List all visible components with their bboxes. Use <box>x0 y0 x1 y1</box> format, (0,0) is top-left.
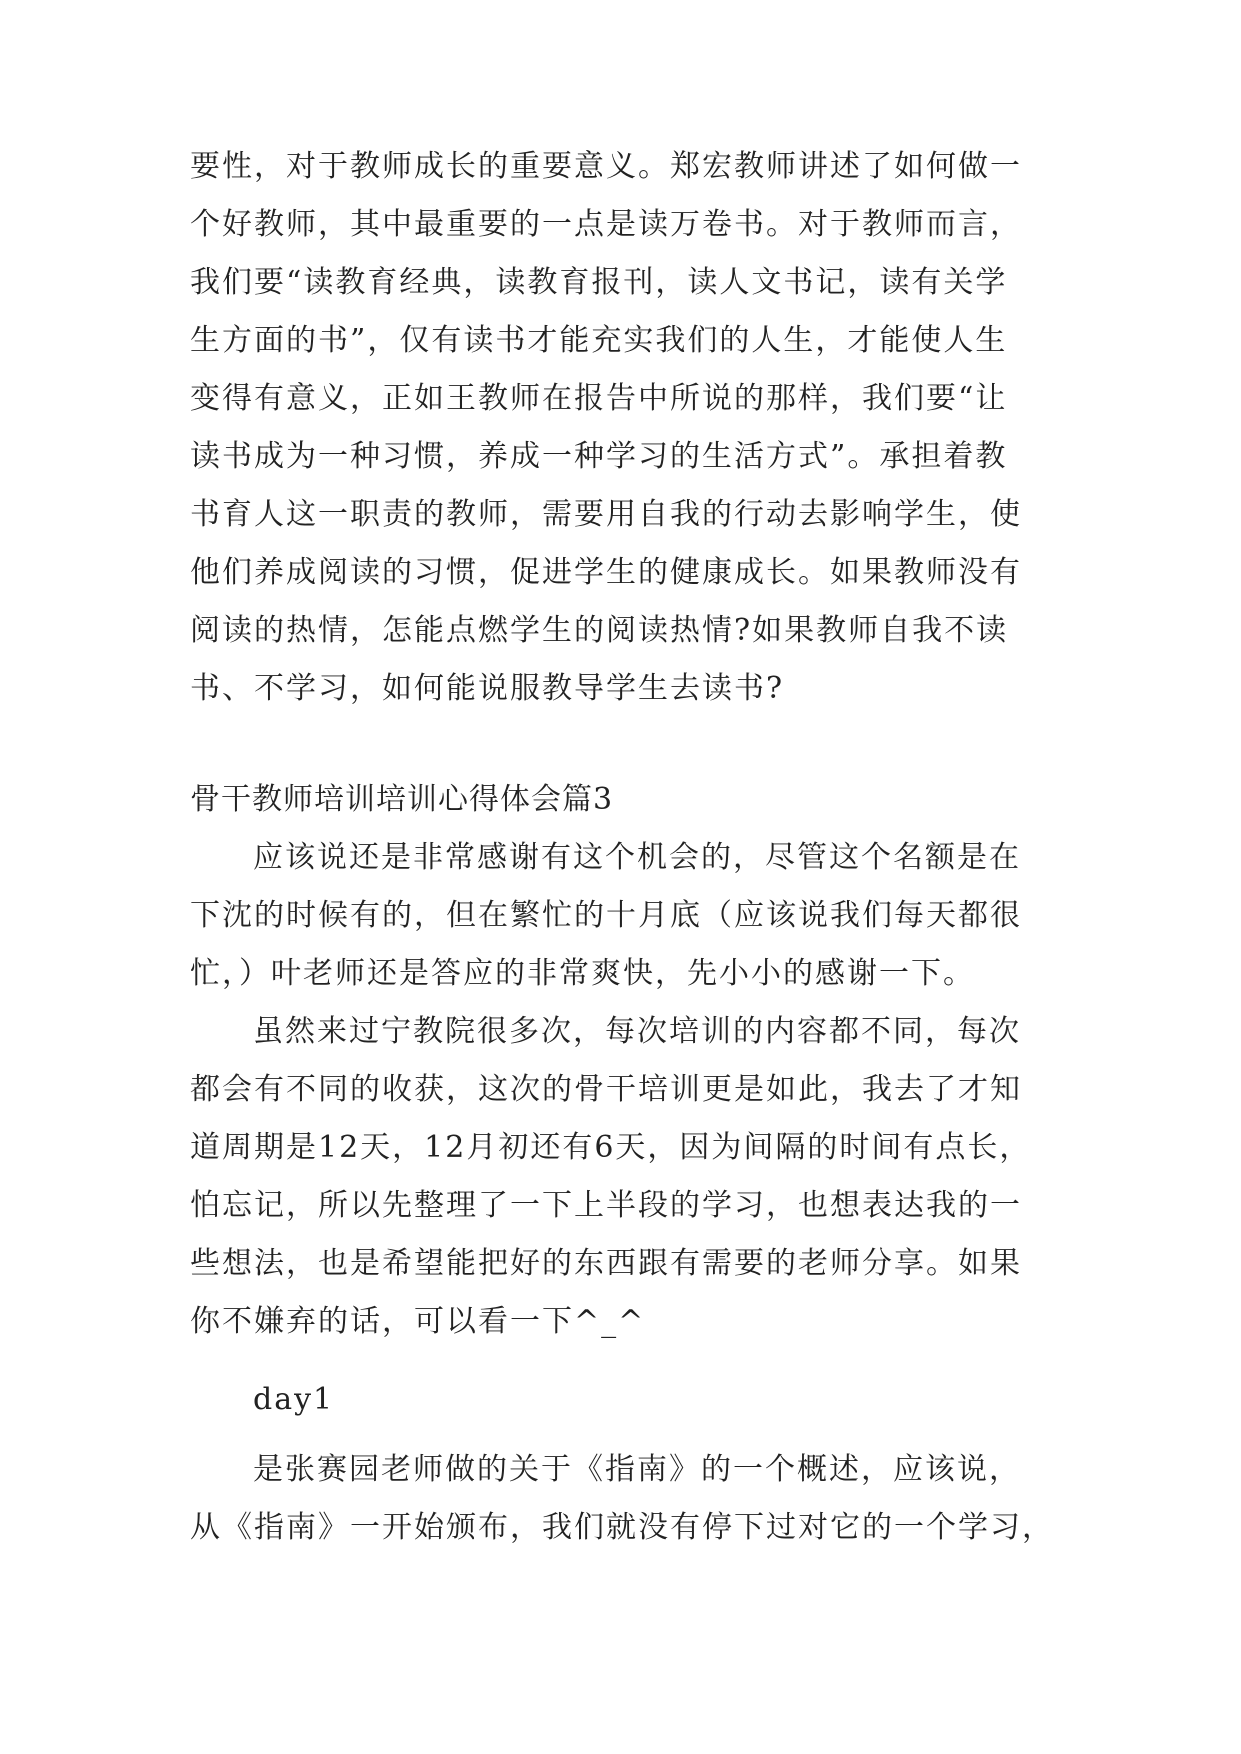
text-line: 他们养成阅读的习惯，促进学生的健康成长。如果教师没有 <box>190 555 1022 590</box>
text-line: 变得有意义，正如王教师在报告中所说的那样，我们要“让 <box>190 381 1008 416</box>
text-line: 阅读的热情，怎能点燃学生的阅读热情?如果教师自我不读 <box>190 613 1009 648</box>
text-line: 我们要“读教育经典，读教育报刊，读人文书记，读有关学 <box>190 265 1008 300</box>
text-line: 虽然来过宁教院很多次，每次培训的内容都不同，每次 <box>253 1014 1021 1049</box>
text-line: 个好教师，其中最重要的一点是读万卷书。对于教师而言， <box>190 207 1022 242</box>
text-line: 要性，对于教师成长的重要意义。郑宏教师讲述了如何做一 <box>190 149 1022 184</box>
text-line: 应该说还是非常感谢有这个机会的，尽管这个名额是在 <box>253 840 1021 875</box>
text-line: 怕忘记，所以先整理了一下上半段的学习，也想表达我的一 <box>190 1188 1022 1223</box>
text-line: 从《指南》一开始颁布，我们就没有停下过对它的一个学习， <box>190 1510 1054 1545</box>
text-line: 都会有不同的收获，这次的骨干培训更是如此，我去了才知 <box>190 1072 1022 1107</box>
text-line: 生方面的书”，仅有读书才能充实我们的人生，才能使人生 <box>190 323 1008 358</box>
text-line: 书、不学习，如何能说服教导学生去读书? <box>190 671 785 706</box>
text-line: 道周期是12天，12月初还有6天，因为间隔的时间有点长， <box>190 1130 1032 1165</box>
text-line: 些想法，也是希望能把好的东西跟有需要的老师分享。如果 <box>190 1246 1022 1281</box>
text-line: 是张赛园老师做的关于《指南》的一个概述，应该说， <box>253 1452 1021 1487</box>
text-line: 下沈的时候有的，但在繁忙的十月底（应该说我们每天都很 <box>190 898 1022 933</box>
day-label: day1 <box>253 1382 335 1417</box>
text-line: 读书成为一种习惯，养成一种学习的生活方式”。承担着教 <box>190 439 1008 474</box>
text-line: 书育人这一职责的教师，需要用自我的行动去影响学生，使 <box>190 497 1022 532</box>
text-line: 忙，）叶老师还是答应的非常爽快，先小小的感谢一下。 <box>190 956 975 991</box>
section-title: 骨干教师培训培训心得体会篇3 <box>190 782 614 817</box>
text-line: 你不嫌弃的话，可以看一下^_^ <box>190 1304 646 1339</box>
